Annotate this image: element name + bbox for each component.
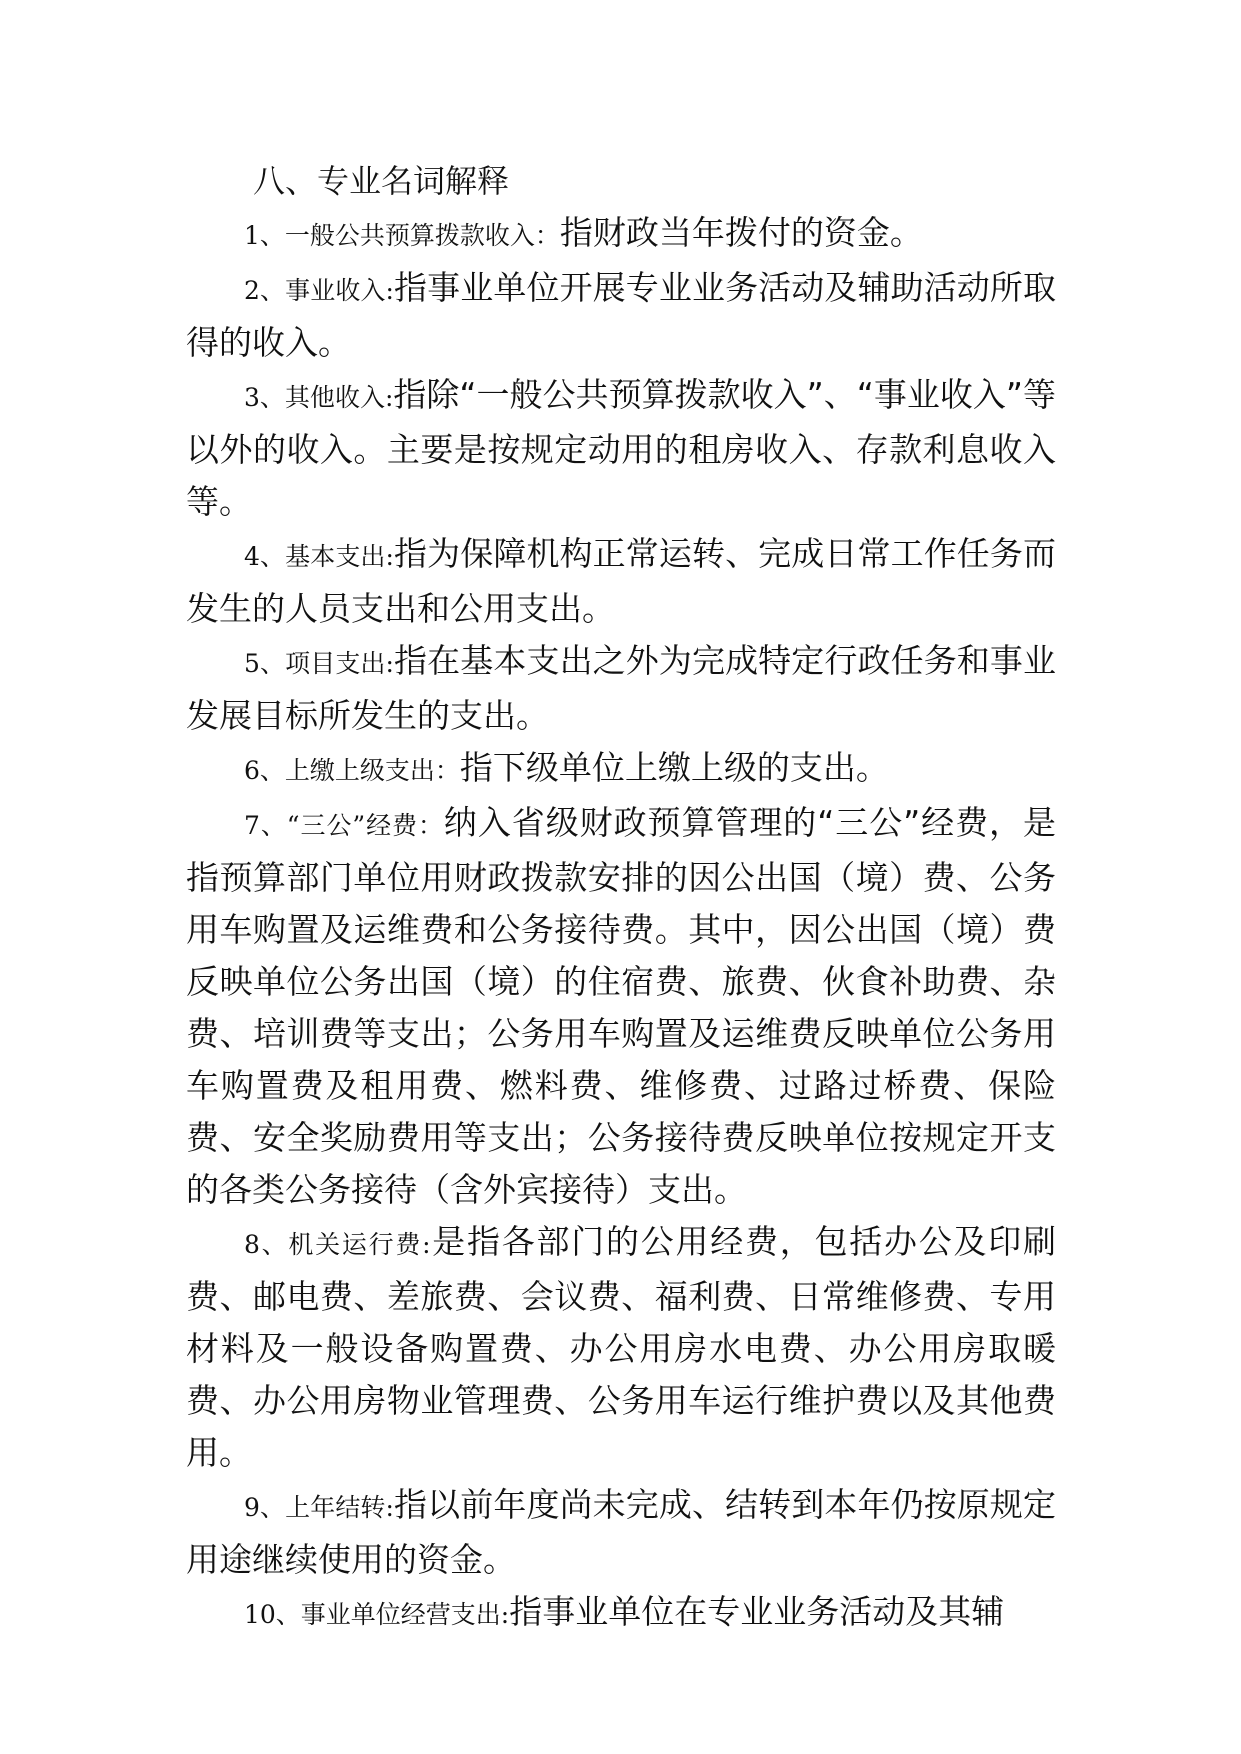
term-definition: 是指各部门的公用经费，包括办公及印刷费、邮电费、差旅费、会议费、福利费、日常维修费、专用材料及一般设备购置费、办公用房水电费、办公用房取暖费、办公用房物业管理费、公务用车运行维护费以及其他费用。: [186, 1222, 1056, 1472]
term-label: 6、上缴上级支出：: [244, 756, 460, 785]
term-label: 4、基本支出:: [244, 542, 394, 571]
term-definition-item: [186, 797, 1056, 1216]
term-label: 9、上年结转:: [244, 1493, 394, 1522]
term-definition: 指事业单位开展专业业务活动及辅助活动所取得的收入。: [186, 268, 1056, 362]
term-label: 8、机关运行费:: [244, 1230, 431, 1259]
term-definition: 指事业单位在专业业务活动及其辅: [509, 1592, 1005, 1631]
document-page: [186, 155, 1056, 1641]
term-label: 3、其他收入:: [244, 383, 394, 412]
term-definition-item: [186, 742, 1056, 797]
term-definition: 指以前年度尚未完成、结转到本年仍按原规定用途继续使用的资金。: [186, 1485, 1056, 1579]
term-definition-item: [186, 1586, 1056, 1641]
term-definition: 指财政当年拨付的资金。: [559, 213, 923, 252]
term-definition: 指在基本支出之外为完成特定行政任务和事业发展目标所发生的支出。: [186, 641, 1056, 735]
term-definition-item: [186, 207, 1056, 262]
term-label: 1、一般公共预算拨款收入：: [244, 221, 560, 250]
term-label: 2、事业收入:: [244, 276, 394, 305]
term-definition: 指为保障机构正常运转、完成日常工作任务而发生的人员支出和公用支出。: [186, 534, 1056, 628]
term-list: [186, 207, 1056, 1641]
term-definition-item: [186, 528, 1056, 635]
term-definition-item: [186, 262, 1056, 369]
term-definition: 纳入省级财政预算管理的“三公”经费，是指预算部门单位用财政拨款安排的因公出国（境）费、公务用车购置及运维费和公务接待费。其中，因公出国（境）费反映单位公务出国（境）的住宿费、旅费、伙食补助费、杂费、培训费等支出；公务用车购置及运维费反映单位公务用车购置费及租用费、燃料费、维修费、过路过桥费、保险费、安全奖励费用等支出；公务接待费反映单位按规定开支的各类公务接待（含外宾接待）支出。: [186, 803, 1056, 1209]
term-definition: 指下级单位上缴上级的支出。: [459, 748, 889, 787]
term-label: 5、项目支出:: [244, 649, 394, 678]
term-definition-item: [186, 369, 1056, 528]
term-definition-item: [186, 635, 1056, 742]
term-label: 7、“三公”经费：: [244, 811, 444, 840]
term-definition: 指除“一般公共预算拨款收入”、“事业收入”等以外的收入。主要是按规定动用的租房收入、存款利息收入等。: [186, 375, 1056, 521]
section-title: 八、专业名词解释: [253, 162, 510, 200]
term-definition-item: [186, 1216, 1056, 1479]
term-label: 10、事业单位经营支出:: [244, 1600, 510, 1629]
term-definition-item: [186, 1479, 1056, 1586]
